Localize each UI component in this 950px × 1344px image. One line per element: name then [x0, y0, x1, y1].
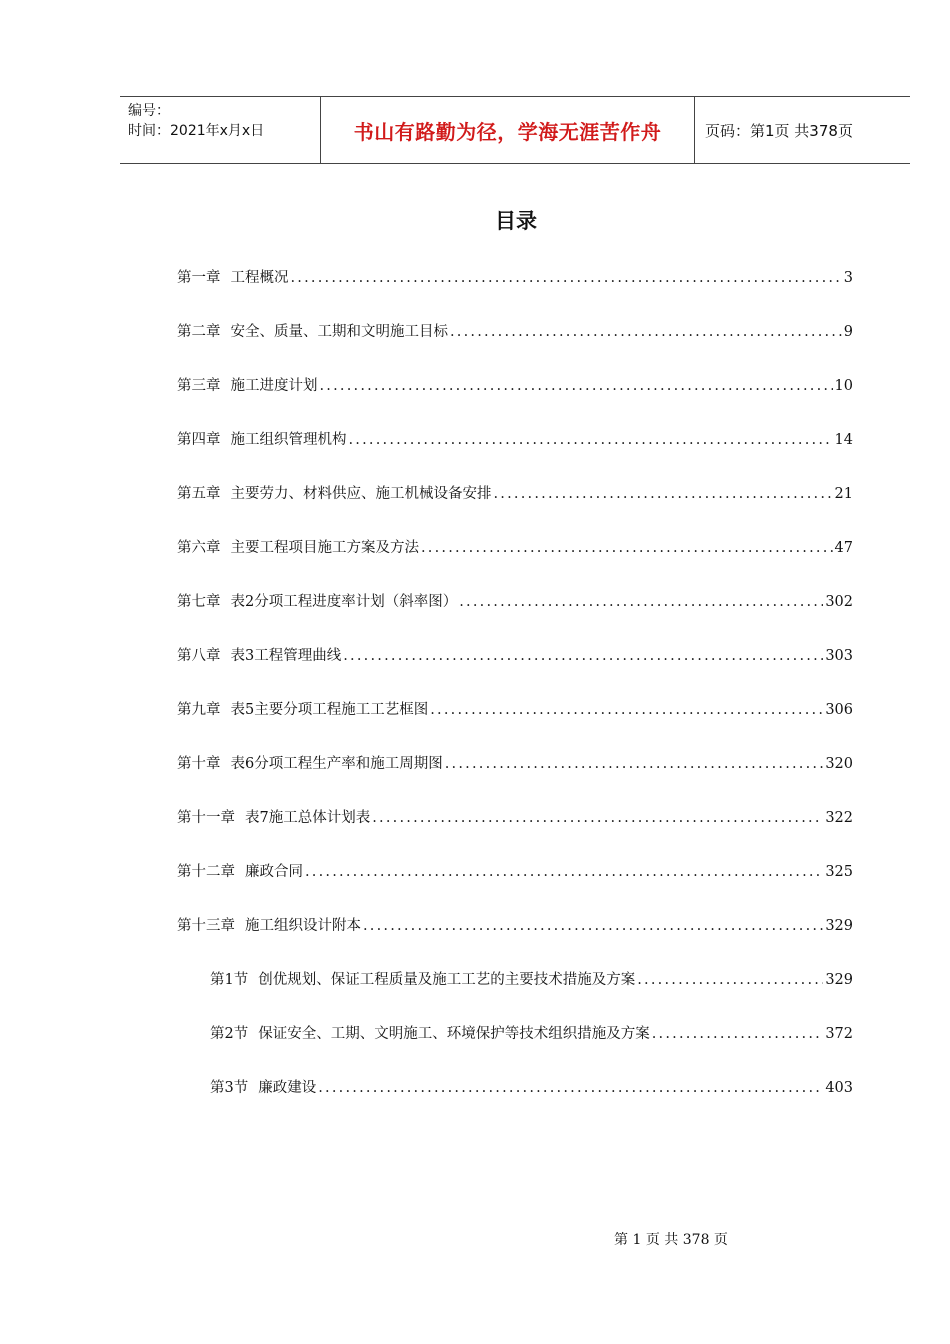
toc-section: 第3节: [210, 1080, 249, 1096]
toc-entry[interactable]: [177, 806, 853, 830]
toc-leader: [652, 1026, 824, 1042]
toc-entry[interactable]: [177, 266, 853, 290]
toc-entry[interactable]: [177, 374, 853, 398]
toc-leader: [320, 378, 833, 394]
toc-leader: [349, 432, 833, 448]
toc-page-number: 403: [825, 1080, 853, 1096]
toc-leader: [372, 810, 823, 826]
toc-entry[interactable]: [177, 698, 853, 722]
toc-leader: [637, 972, 823, 988]
toc-entry-title: 廉政合同: [245, 864, 303, 880]
toc-leader: [430, 702, 823, 718]
toc-entry[interactable]: [177, 752, 853, 776]
toc-page-number: 47: [834, 540, 853, 556]
toc-entry-title: 表2分项工程进度率计划（斜率图）: [230, 594, 458, 610]
toc-chapter: 第九章: [177, 702, 221, 718]
toc-entry-title: 表7施工总体计划表: [245, 810, 371, 826]
toc-entry[interactable]: [177, 482, 853, 506]
toc-page-number: 302: [825, 594, 853, 610]
toc-chapter: 第二章: [177, 324, 221, 340]
document-header: [120, 96, 910, 164]
toc-chapter: 第十章: [177, 756, 221, 772]
toc-page-number: 325: [825, 864, 853, 880]
toc-page-number: 322: [825, 810, 853, 826]
toc-entry-title: 施工组织管理机构: [230, 432, 347, 448]
toc-title: 目录: [495, 209, 537, 233]
toc-chapter: 第一章: [177, 270, 221, 286]
toc-page-number: 320: [825, 756, 853, 772]
page-footer: 第 1 页 共 378 页: [614, 1232, 728, 1248]
toc-leader: [343, 648, 823, 664]
toc-chapter: 第十一章: [177, 810, 235, 826]
toc-chapter: 第六章: [177, 540, 221, 556]
toc-leader: [318, 1080, 823, 1096]
toc-leader: [445, 756, 824, 772]
toc-entry-title: 表6分项工程生产率和施工周期图: [230, 756, 443, 772]
toc-page-number: 21: [834, 486, 853, 502]
toc-entry-title: 施工进度计划: [230, 378, 318, 394]
toc-subentry[interactable]: [210, 968, 853, 992]
toc-entry-title: 保证安全、工期、文明施工、环境保护等技术组织措施及方案: [258, 1026, 650, 1042]
toc-subentry[interactable]: [210, 1076, 853, 1100]
toc-entry[interactable]: [177, 590, 853, 614]
time-label: 时间：2021年x月x日: [128, 123, 265, 139]
toc-entry-title: 主要劳力、材料供应、施工机械设备安排: [230, 486, 492, 502]
toc-page-number: 3: [843, 270, 853, 286]
toc-page-number: 329: [825, 918, 853, 934]
toc-page-number: 306: [825, 702, 853, 718]
header-meta: [120, 97, 321, 163]
toc-subentry[interactable]: [210, 1022, 853, 1046]
toc-leader: [291, 270, 842, 286]
toc-entry-title: 主要工程项目施工方案及方法: [230, 540, 419, 556]
toc-page-number: 303: [825, 648, 853, 664]
toc-entry-title: 工程概况: [230, 270, 289, 286]
toc-page-number: 10: [834, 378, 853, 394]
toc-chapter: 第十三章: [177, 918, 235, 934]
toc-chapter: 第八章: [177, 648, 221, 664]
toc-entry[interactable]: [177, 860, 853, 884]
toc-leader: [459, 594, 823, 610]
toc-leader: [363, 918, 823, 934]
number-label: 编号：: [128, 103, 170, 119]
toc-chapter: 第七章: [177, 594, 221, 610]
toc-entry-title: 安全、质量、工期和文明施工目标: [230, 324, 448, 340]
toc-chapter: 第四章: [177, 432, 221, 448]
toc-entry-title: 表3工程管理曲线: [230, 648, 342, 664]
toc-leader: [421, 540, 833, 556]
toc-page-number: 9: [843, 324, 853, 340]
header-page-label: 页码：第1页 共378页: [705, 121, 853, 140]
toc-section: 第2节: [210, 1026, 249, 1042]
header-motto: 书山有路勤为径，学海无涯苦作舟: [321, 97, 695, 163]
toc-page-number: 372: [825, 1026, 853, 1042]
toc-leader: [450, 324, 842, 340]
toc-entry[interactable]: [177, 914, 853, 938]
toc-page-number: 14: [834, 432, 853, 448]
toc-entry-title: 表5主要分项工程施工工艺框图: [230, 702, 429, 718]
toc-entry[interactable]: [177, 644, 853, 668]
toc-chapter: 第五章: [177, 486, 221, 502]
toc-leader: [494, 486, 833, 502]
toc-entry-title: 创优规划、保证工程质量及施工工艺的主要技术措施及方案: [258, 972, 636, 988]
toc-page-number: 329: [825, 972, 853, 988]
toc-chapter: 第三章: [177, 378, 221, 394]
toc-entry-title: 施工组织设计附本: [245, 918, 361, 934]
toc-entry[interactable]: [177, 536, 853, 560]
toc-leader: [305, 864, 823, 880]
toc-entry[interactable]: [177, 320, 853, 344]
toc-entry[interactable]: [177, 428, 853, 452]
toc-section: 第1节: [210, 972, 249, 988]
toc-entry-title: 廉政建设: [258, 1080, 317, 1096]
toc-chapter: 第十二章: [177, 864, 235, 880]
